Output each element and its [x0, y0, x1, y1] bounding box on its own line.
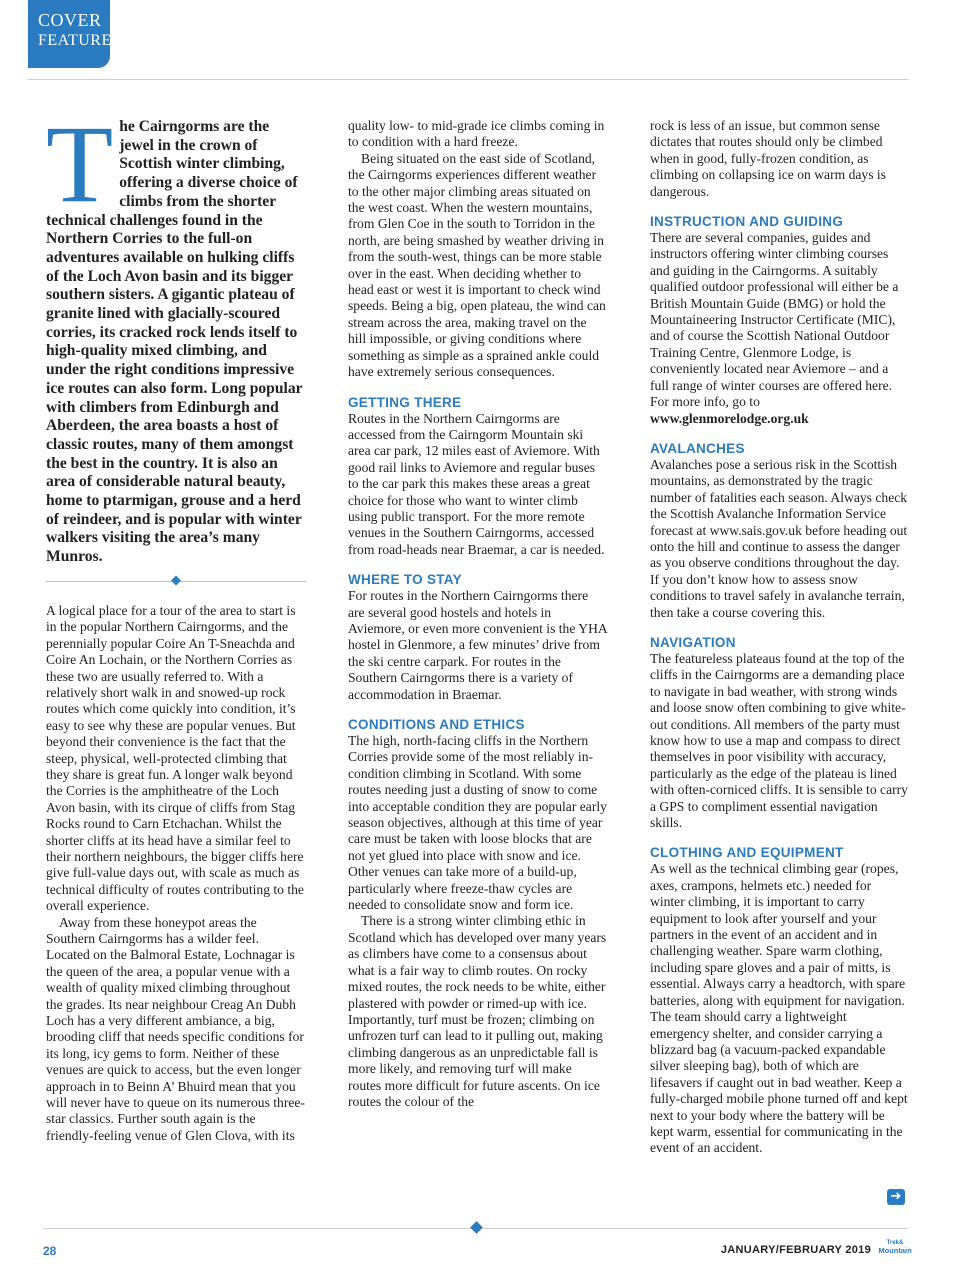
body-paragraph: There is a strong winter climbing ethic in Scotland which has developed over many years as climbers have come to a consensus about what is a fair way to climb routes. On rocky mixed routes, the rock needs to be white, either plastered with powder or rimed-up with ice. Importantly, turf must be frozen; climbing on unfrozen turf can lead to it pulling out, making climbing dangerous as an unpredictable fall is more likely, and removing turf will make routes more difficult for future ascents. On ice routes the colour of the: [348, 913, 607, 1109]
section-tab-line2: FEATURE: [38, 32, 112, 49]
continue-arrow-icon[interactable]: ➔: [887, 1189, 905, 1205]
column-3: [650, 118, 908, 1157]
section-tab: [28, 0, 110, 68]
logo-bottom: Mountain: [878, 1246, 912, 1255]
heading-where-to-stay: WHERE TO STAY: [348, 572, 462, 588]
magazine-logo: [875, 1240, 915, 1254]
body-paragraph: The high, north-facing cliffs in the Northern Corries provide some of the most reliably in-condition climbing in Scotland. With some routes needing just a dusting of snow to come into acceptable condition they are popular early season objectives, although at this time of year care must be taken with loose blocks that are not yet glued into place with snow and ice. Other venues can take more of a build-up, particularly where freeze-thaw cycles are needed to consolidate snow and form ice.: [348, 733, 607, 913]
body-paragraph: quality low- to mid-grade ice climbs coming in to condition with a hard freeze.: [348, 118, 605, 150]
body-paragraph: Avalanches pose a serious risk in the Scottish mountains, as demonstrated by the tragic number of fatalities each season. Always check the Scottish Avalanche Information Service forecast at www.sais.gov.uk before heading out onto the hill and continue to assess the danger as you observe conditions throughout the day. If you don’t know how to assess snow conditions to travel safely in avalanche terrain, then take a course covering this.: [650, 456, 908, 620]
drop-cap: T: [46, 103, 114, 225]
body-paragraph: For routes in the Northern Cairngorms there are several good hostels and hotels in Aviemore, or even more convenient is the YHA hostel in Glenmore, a few minutes’ drive from the ski centre carpark. For routes in the Southern Cairngorms there is a variety of accommodation in Braemar.: [348, 588, 607, 702]
intro-standfirst: [46, 103, 306, 567]
body-paragraph: Routes in the Northern Cairngorms are accessed from the Cairngorm Mountain ski area car park, 12 miles east of Aviemore. With good rail links to Aviemore and regular buses to the car park this makes these areas a great choice for those who want to winter climb using public transport. For the more remote venues in the Southern Cairngorms, accessed from road-heads near Braemar, a car is needed.: [348, 410, 605, 557]
heading-conditions-and-ethics: CONDITIONS AND ETHICS: [348, 717, 525, 732]
instruction-text: There are several companies, guides and instructors offering winter climbing courses and guiding in the Cairngorms. A suitably qualified outdoor professional will either be a British Mountain Guide (BMG) or hold the Mountaineering Instructor Certificate (MIC), and of course the Scottish National Outdoor Training Centre, Glenmore Lodge, is conveniently located near Aviemore – and a full range of winter courses are offered here. For more info, go to: [650, 230, 899, 410]
heading-clothing-and-equipment: CLOTHING AND EQUIPMENT: [650, 845, 844, 861]
section-tab-line1: COVER: [38, 10, 102, 30]
issue-date: JANUARY/FEBRUARY 2019: [720, 1244, 871, 1256]
body-paragraph: Being situated on the east side of Scotland, the Cairngorms experiences different weather to the other major climbing areas situated on the west coast. When the western mountains, from Glen Coe in the south to Torridon in the north, are being smashed by weather driving in from the south-west, things can be more stable over in the east. When deciding whether to head east or west it is important to check wind speeds. Being a big, open plateau, the wind can stream across the area, making travel on the hill impossible, or giving conditions where something as simple as a sprained ankle could have extremely serious consequences.: [348, 150, 606, 380]
heading-navigation: NAVIGATION: [650, 634, 736, 650]
bottom-diamond-icon: [470, 1221, 483, 1234]
top-rule: [28, 79, 908, 80]
body-paragraph: As well as the technical climbing gear (ropes, axes, crampons, helmets etc.) needed for winter climbing, it is important to carry equipment to look after yourself and your partners in the event of an accident and in challenging weather. Spare warm clothing, including spare gloves and a pair of mitts, is essential. Always carry a headtorch, with spare batteries, along with equipment for navigation. The team should carry a lightweight emergency shelter, and consider carrying a blizzard bag (a vacuum-packed expandable silver sleeping bag), both of which are lifesavers if caught out in bad weather. Keep a fully-charged mobile phone turned off and kept next to your body where the battery will be kept warm, essential for communicating in the event of an accident.: [650, 861, 908, 1156]
body-paragraph: [650, 230, 908, 427]
body-paragraph: Away from these honeypot areas the Southern Cairngorms has a wilder feel. Located on the Balmoral Estate, Lochnagar is the queen of the area, a popular venue with a wealth of quality mixed climbing throughout the grades. Its near neighbour Creag An Dubh Loch has a very different ambiance, a big, brooding cliff that needs specific conditions for its long, icy gems to form. Neither of these venues are quick to access, but the even longer approach in to Beinn A’ Bhuird mean that you will never have to queue on its numerous three-star classics. Further south again is the friendly-feeling venue of Glen Clova, with its: [46, 914, 305, 1143]
column-2: [348, 118, 608, 1110]
diamond-icon: [171, 575, 181, 585]
body-paragraph: rock is less of an issue, but common sense dictates that routes should only be climbed when in good, fully-frozen condition, as climbing on collapsing ice on warm days is dangerous.: [650, 118, 886, 199]
heading-getting-there: GETTING THERE: [348, 394, 462, 410]
heading-avalanches: AVALANCHES: [650, 440, 745, 456]
column-1: [46, 103, 306, 1144]
logo-top: Trek&: [886, 1240, 904, 1246]
page-number: 28: [43, 1244, 57, 1258]
body-paragraph: The featureless plateaus found at the top of the cliffs in the Cairngorms are a demanding place to navigate in bad weather, with strong winds and loose snow often combining to give white-out conditions. All members of the party must know how to use a map and compass to direct themselves in poor visibility with accuracy, particularly as the edge of the plateau is lined with often-corniced cliffs. It is sensible to carry a GPS to compliment essential navigation skills.: [650, 650, 908, 831]
intro-text: he Cairngorms are the jewel in the crown of Scottish winter climbing, offering a diverse choice of climbs from the shorter technical challenges found in the Northern Corries to the full-on adventures available on hulking cliffs of the Loch Avon basin and its bigger southern sisters. A gigantic plateau of granite lined with glacially-scoured corries, its cracked rock lends itself to high-quality mixed climbing, and under the right conditions impressive ice routes can also form. Long popular with climbers from Edinburgh and Aberdeen, the area boasts a host of classic routes, many of them amongst the best in the country. It is also an area of considerable natural beauty, home to ptarmigan, grouse and a herd of reindeer, and is popular with winter walkers visiting the area’s many Munros.: [46, 118, 303, 566]
intro-separator: [46, 575, 306, 589]
heading-instruction-and-guiding: INSTRUCTION AND GUIDING: [650, 214, 844, 230]
body-paragraph: A logical place for a tour of the area to start is in the popular Northern Cairngorms, and the perennially popular Coire An T-Sneachda and Coire An Lochain, or the Northern Corries as these two are usually referred to. With a relatively short walk in and snowed-up rock routes which come quickly into condition, it’s easy to see why these are popular venues. But beyond their convenience is the fact that the steep, physical, well-protected climbing that they share is great fun. A longer walk beyond the Corries is the amphitheatre of the Loch Avon basin, with its cirque of cliffs from Stag Rocks round to Carn Etchachan. Whilst the shorter cliffs at its head have a similar feel to their northern neighbours, the bigger cliffs here give full-value days out, with scale as much as technical difficulty of routes contributing to the overall experience.: [46, 602, 304, 914]
glenmore-link[interactable]: www.glenmorelodge.org.uk: [650, 410, 809, 426]
